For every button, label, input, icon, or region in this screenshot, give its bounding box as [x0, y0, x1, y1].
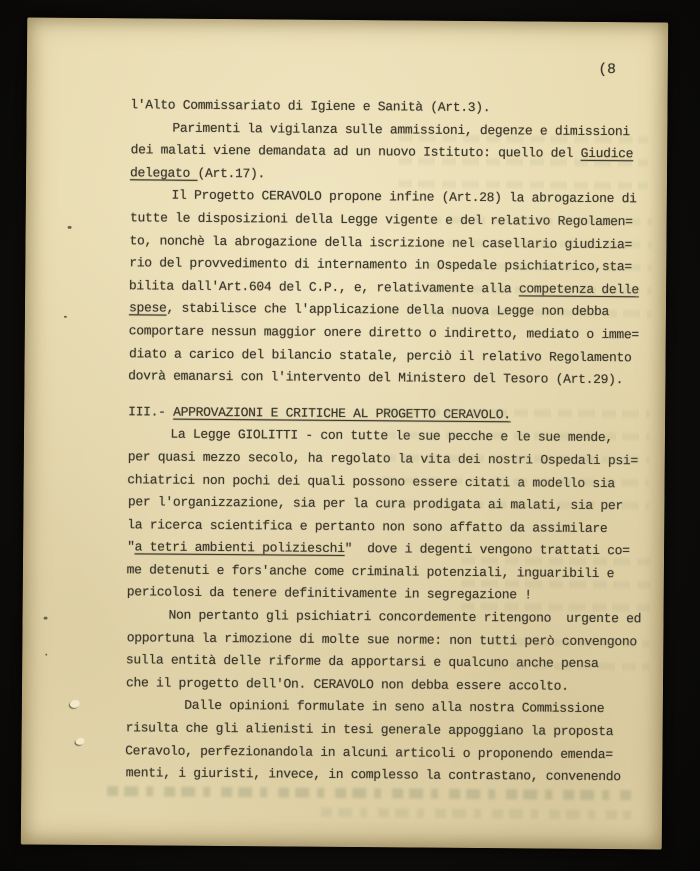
- text-segment: bilita dall'Art.604 del C.P., e, relativamente alla: [128, 278, 519, 297]
- text-segment: me detenuti e fors'anche come criminali potenziali, inguaribili e: [126, 562, 615, 581]
- text-line: [130, 94, 664, 121]
- text-segment: opportuna la rimozione di molte sue norme: non tutti però convengono: [126, 629, 637, 649]
- text-segment: per l'organizzazione, sia per la cura prodigata ai malati, sia per: [127, 494, 623, 514]
- text-segment: " dove i degenti vengono trattati co=: [344, 541, 630, 559]
- text-segment: to, nonchè la abrogazione della iscrizione nel casellario giudizia=: [129, 232, 633, 252]
- document-page: [21, 17, 668, 849]
- text-line: [130, 207, 664, 234]
- text-line: [131, 139, 665, 166]
- text-segment: Dalle opinioni formulate in seno alla nostra Commissione: [184, 698, 605, 717]
- text-line: [128, 424, 662, 451]
- underlined-text: delegato: [129, 165, 198, 181]
- text-line: [126, 695, 660, 722]
- text-segment: sulla entità delle riforme da apportarsi e qualcuno anche pensa: [125, 652, 599, 672]
- pin-hole: [76, 739, 84, 745]
- underlined-text: APPROVAZIONI E CRITICHE AL PROGETTO CERAVOLO.: [173, 404, 511, 423]
- text-segment: pericolosi da tenere definitivamente in segregazione !: [126, 584, 532, 603]
- underlined-text: Giudice: [580, 146, 634, 162]
- text-segment: tutte le disposizioni della Legge vigente e del relativo Regolamen=: [130, 210, 633, 230]
- text-segment: la ricerca scientifica e pertanto non sono affatto da assimilare: [127, 516, 608, 536]
- text-segment: III.-: [128, 404, 174, 420]
- bleedthrough-smudge: [321, 808, 631, 819]
- paper-speck: [45, 654, 47, 656]
- underlined-text: a tetri ambienti polizieschi: [134, 539, 345, 557]
- text-segment: diato a carico del bilancio statale, perciò il relativo Regolamento: [128, 345, 632, 365]
- text-segment: dei malati viene demandata ad un nuovo Istituto: quello del: [130, 142, 581, 162]
- text-segment: che il progetto dell'On. CERAVOLO non debba essere accolto.: [125, 675, 569, 694]
- document-text: [125, 94, 664, 789]
- text-segment: comportare nessun maggior onere diretto o indiretto, mediato o imme=: [128, 323, 639, 343]
- text-segment: l'Alto Commissariato di Igiene e Sanità (Art.3).: [130, 97, 491, 116]
- text-segment: dovrà emanarsi con l'intervento del Ministero del Tesoro (Art.29).: [128, 368, 624, 388]
- text-segment: risulta che gli alienisti in tesi generale appoggiano la proposta: [125, 720, 614, 740]
- text-segment: menti, i giuristi, invece, in complesso la contrastano, convenendo: [125, 765, 621, 785]
- text-segment: Parimenti la vigilanza sulle ammissioni, degenze e dimissioni: [172, 120, 631, 139]
- underlined-text: competenza delle: [518, 281, 640, 298]
- text-segment: Non pertanto gli psichiatri concordemente ritengono urgente ed: [168, 607, 642, 627]
- text-segment: chiatrici non pochi dei quali possono essere citati a modello sia: [127, 471, 615, 491]
- text-segment: Ceravolo, perfezionandola in alcuni articoli o proponendo emenda=: [125, 742, 613, 762]
- text-segment: Il Progetto CERAVOLO propone infine (Art.28) la abrogazione di: [171, 188, 637, 207]
- text-segment: (Art.17).: [197, 165, 266, 182]
- text-line: [126, 650, 660, 677]
- pin-hole: [70, 701, 79, 708]
- paper-speck: [68, 226, 72, 229]
- text-line: [129, 275, 663, 302]
- text-segment: per quasi mezzo secolo, ha regolato la vita dei nostri Ospedali psi=: [127, 449, 638, 469]
- text-segment: ": [127, 539, 135, 555]
- paper-speck: [44, 617, 48, 620]
- text-line: [128, 491, 662, 518]
- text-segment: rio del provvedimento di internamento in Ospedale psichiatrico,sta=: [129, 255, 632, 275]
- page-number: (8: [598, 61, 616, 79]
- text-segment: La Legge GIOLITTI - con tutte le sue pecche e le sue mende,: [170, 426, 614, 446]
- text-line: [128, 365, 662, 392]
- paper-speck: [64, 316, 67, 318]
- text-line: [127, 559, 661, 586]
- underlined-text: spese: [128, 300, 167, 316]
- text-segment: , stabilisce che l'applicazione della nuova Legge non debba: [166, 300, 610, 320]
- text-line: [126, 763, 660, 790]
